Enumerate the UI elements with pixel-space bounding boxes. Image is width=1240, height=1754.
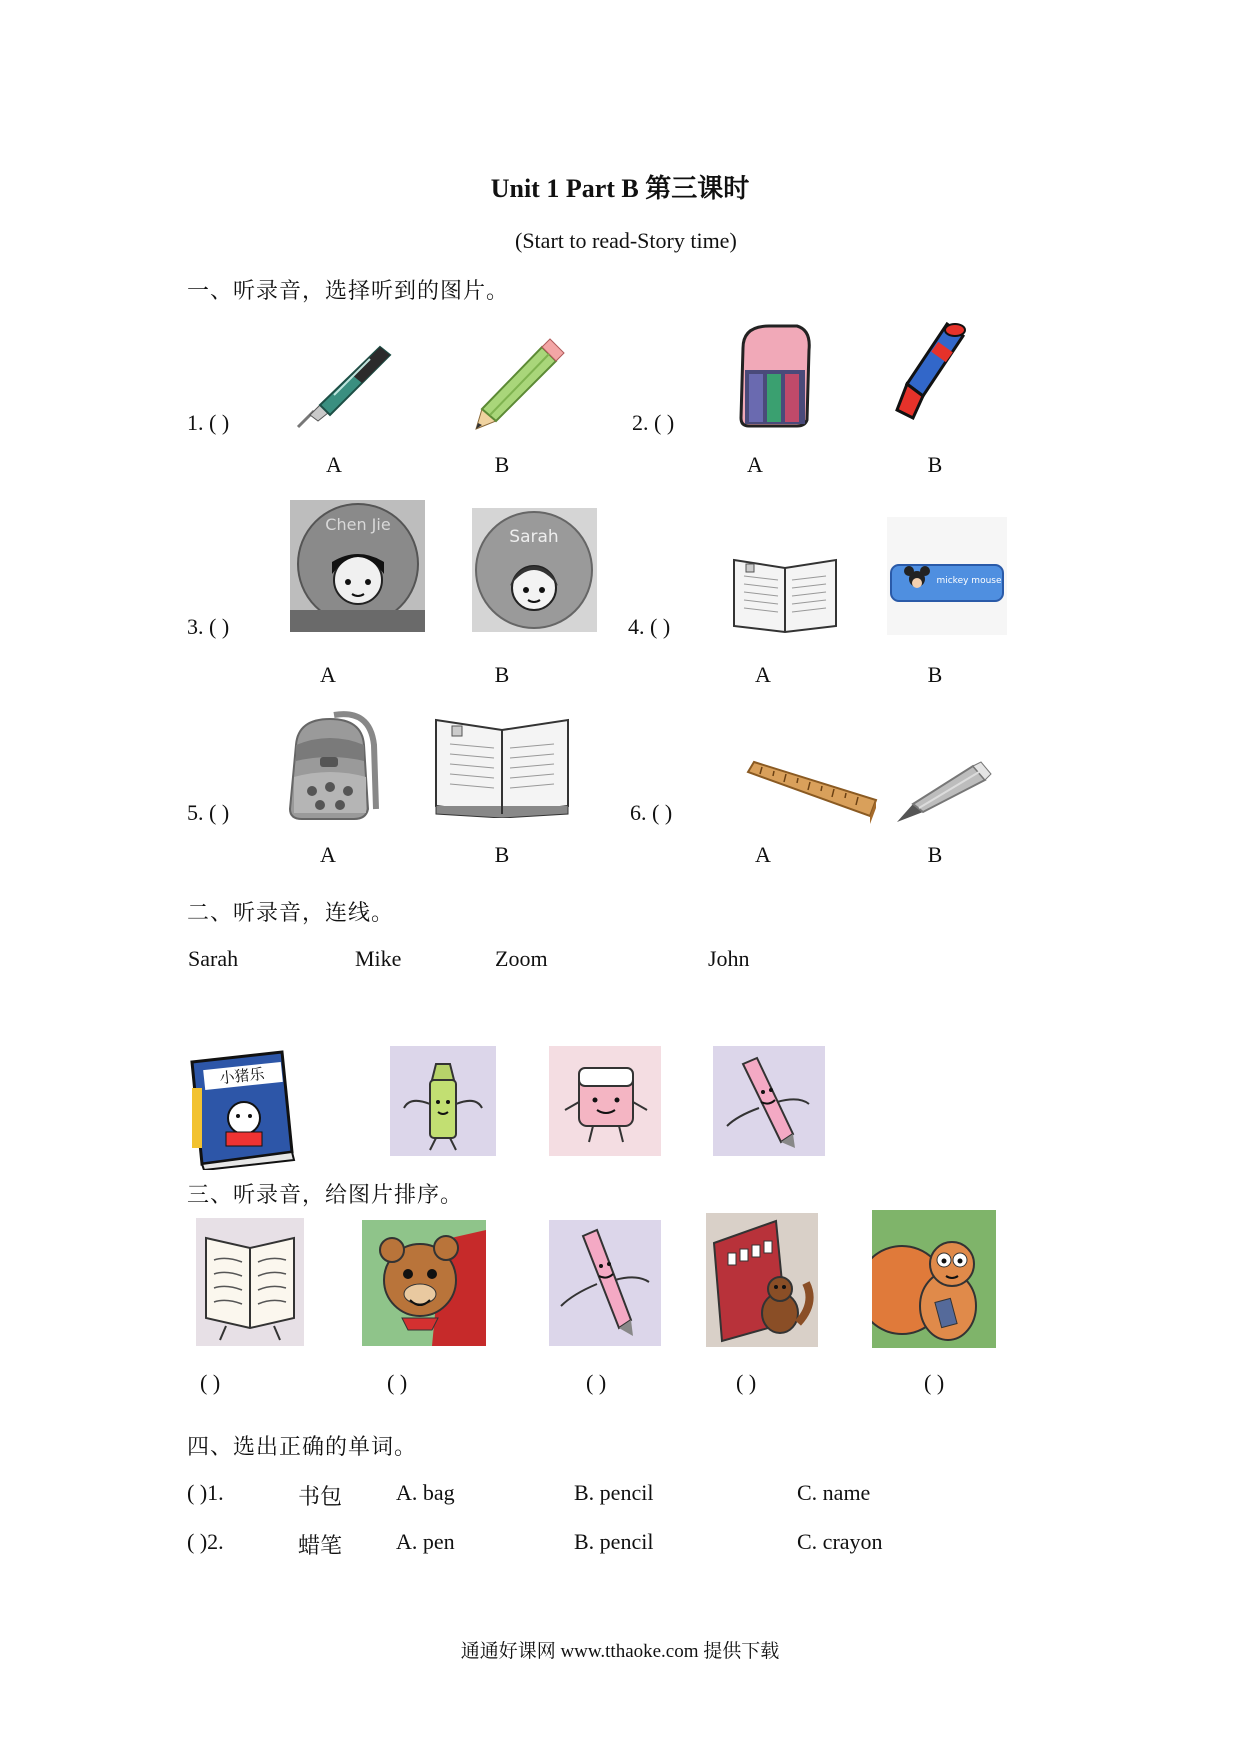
name-john[interactable]: John (708, 946, 750, 971)
q2-option-a-label: A (747, 452, 763, 477)
question-6-number[interactable]: 6. ( ) (630, 800, 673, 825)
word-question-2-option-c[interactable]: C. crayon (797, 1529, 883, 1554)
name-zoom[interactable]: Zoom (495, 946, 548, 971)
marker-crayon-picture[interactable] (893, 318, 973, 428)
q6-option-a-label: A (755, 842, 771, 867)
pencil-box-label: mickey mouse (936, 576, 1002, 586)
squirrel-cartoon-picture[interactable] (872, 1210, 996, 1348)
word-question-2-word: 蜡笔 (298, 1533, 343, 1558)
pencil-picture[interactable] (470, 335, 570, 435)
page-title: Unit 1 Part B 第三课时 (490, 174, 750, 203)
bear-cartoon-picture[interactable] (362, 1220, 486, 1346)
sarah-badge-picture[interactable] (472, 508, 597, 632)
section3-heading: 三、听录音，给图片排序。 (187, 1182, 464, 1207)
word-question-2-option-b[interactable]: B. pencil (574, 1529, 654, 1554)
eraser-picture[interactable] (735, 320, 815, 430)
crayon-cartoon-picture[interactable] (390, 1046, 496, 1156)
q4-option-b-label: B (927, 662, 943, 687)
open-book-picture[interactable] (432, 710, 572, 818)
name-mike[interactable]: Mike (355, 946, 402, 971)
order-blank-4[interactable]: ( ) (736, 1370, 757, 1395)
book-cartoon-picture[interactable] (196, 1218, 304, 1346)
pen-cartoon-picture[interactable] (713, 1046, 825, 1156)
section2-heading: 二、听录音，连线。 (187, 900, 395, 925)
q3-option-b-label: B (494, 662, 510, 687)
q5-option-b-label: B (494, 842, 510, 867)
badge-name-sarah: Sarah (509, 527, 559, 547)
fountain-pen-picture[interactable] (290, 335, 400, 435)
word-question-2-paren[interactable]: ( )2. (187, 1529, 224, 1554)
q2-option-b-label: B (927, 452, 943, 477)
question-2-number[interactable]: 2. ( ) (632, 410, 675, 435)
q5-option-a-label: A (320, 842, 336, 867)
storybook-title: 小猪乐 (218, 1064, 266, 1088)
q3-option-a-label: A (320, 662, 336, 687)
page-subtitle: (Start to read-Story time) (515, 228, 737, 253)
word-question-1-option-b[interactable]: B. pencil (574, 1480, 654, 1505)
word-question-1-word: 书包 (298, 1484, 343, 1509)
order-blank-2[interactable]: ( ) (387, 1370, 408, 1395)
section4-heading: 四、选出正确的单词。 (187, 1434, 418, 1459)
question-5-number[interactable]: 5. ( ) (187, 800, 230, 825)
school-bag-picture[interactable] (278, 705, 388, 823)
question-4-number[interactable]: 4. ( ) (628, 614, 671, 639)
word-question-1-paren[interactable]: ( )1. (187, 1480, 224, 1505)
word-question-1-option-c[interactable]: C. name (797, 1480, 871, 1505)
question-3-number[interactable]: 3. ( ) (187, 614, 230, 639)
name-sarah[interactable]: Sarah (188, 946, 239, 971)
order-blank-1[interactable]: ( ) (200, 1370, 221, 1395)
pencil-gray-picture[interactable] (893, 760, 993, 826)
chen-jie-badge-picture[interactable] (290, 500, 425, 632)
q4-option-a-label: A (755, 662, 771, 687)
order-blank-3[interactable]: ( ) (586, 1370, 607, 1395)
open-book-picture[interactable] (730, 550, 840, 634)
book-squirrel-picture[interactable] (706, 1213, 818, 1347)
q1-option-a-label: A (326, 452, 342, 477)
q1-option-b-label: B (494, 452, 510, 477)
badge-name-chen-jie: Chen Jie (325, 515, 391, 534)
eraser-cartoon-picture[interactable] (549, 1046, 661, 1156)
storybook-picture[interactable] (186, 1048, 298, 1170)
ruler-picture[interactable] (742, 758, 880, 828)
order-blank-5[interactable]: ( ) (924, 1370, 945, 1395)
word-question-1-option-a[interactable]: A. bag (396, 1480, 455, 1505)
q6-option-b-label: B (927, 842, 943, 867)
pencil-box-picture[interactable] (887, 517, 1007, 635)
footer-credit: 通通好课网 www.tthaoke.com 提供下载 (460, 1641, 780, 1662)
word-question-2-option-a[interactable]: A. pen (396, 1529, 455, 1554)
section1-heading: 一、听录音，选择听到的图片。 (187, 278, 510, 303)
pen-cartoon-picture-2[interactable] (549, 1220, 661, 1346)
question-1-number[interactable]: 1. ( ) (187, 410, 230, 435)
